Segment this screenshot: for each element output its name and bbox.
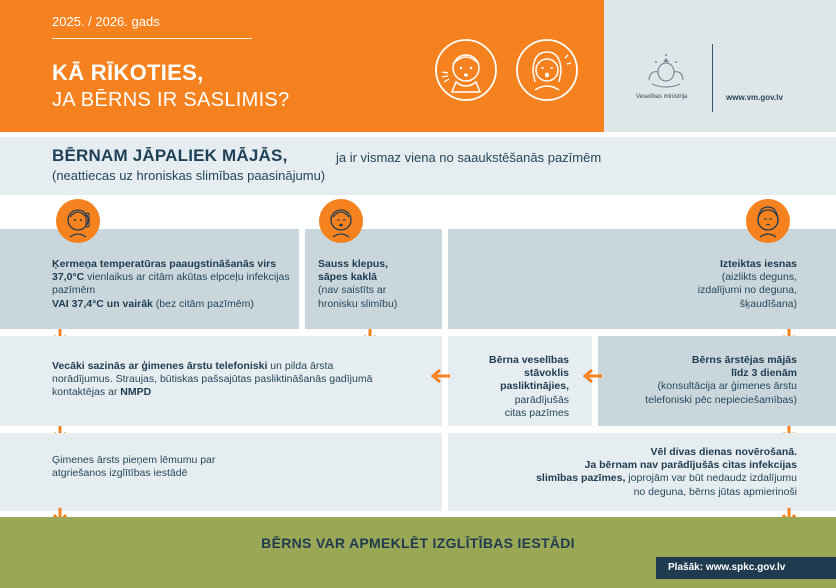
runny-nose-icon bbox=[746, 199, 790, 243]
more-info-link[interactable]: Plašāk: www.spkc.gov.lv bbox=[656, 557, 836, 579]
arrow-left-icon bbox=[430, 369, 450, 383]
gp-text: Ģimenes ārsts pieņem lēmumu par atgriešanos izglītības iestādē bbox=[52, 454, 216, 480]
worsened-text: Bērna veselības stāvoklis pasliktinājies, parādījušās citas pazīmes bbox=[489, 354, 569, 419]
divider bbox=[52, 38, 252, 39]
intro-heading: BĒRNAM JĀPALIEK MĀJĀS, bbox=[52, 146, 288, 165]
cough-text: Sauss klepus, sāpes kaklā (nav saistīts ar hronisku slimību) bbox=[318, 258, 398, 310]
home-text: Bērns ārstējas mājās līdz 3 dienām (konsultācija ar ģimenes ārstu telefoniski pēc nepieciešamības) bbox=[645, 354, 797, 406]
ministry-name: Veselības ministrija bbox=[636, 94, 688, 100]
fever-text: Ķermeņa temperatūras paaugstināšanās virs 37,0°C vienlaikus ar citām akūtas elpceļu infekcijas pazīmēm VAI 37,4°C un vairāk (bez citām pazīmēm) bbox=[52, 258, 290, 310]
ministry-panel bbox=[604, 0, 836, 132]
cold-text: Izteiktas iesnas (aizlikts deguns, izdalījumi no deguna, šķaudīšana) bbox=[697, 258, 797, 310]
page-subtitle: JA BĒRNS IR SASLIMIS? bbox=[52, 89, 290, 111]
cough-icon bbox=[319, 199, 363, 243]
parents-text: Vecāki sazinās ar ģimenes ārstu telefoniski un pilda ārsta norādījumus. Straujas, būtiskas pašsajūtas pasliktināšanās gadījumā kontaktējas ar NMPD bbox=[52, 360, 373, 399]
intro-text: ja ir vismaz viena no saaukstēšanās pazīmēm bbox=[336, 150, 602, 165]
page-title: KĀ RĪKOTIES, bbox=[52, 60, 204, 85]
sick-child-icon bbox=[515, 38, 579, 102]
divider bbox=[712, 44, 713, 112]
result-text: BĒRNS VAR APMEKLĒT IZGLĪTĪBAS IESTĀDI bbox=[261, 535, 575, 551]
intro-note: (neattiecas uz hroniskas slimības paasinājumu) bbox=[52, 168, 326, 183]
ministry-url: www.vm.gov.lv bbox=[726, 93, 783, 102]
coat-of-arms-logo bbox=[646, 52, 686, 90]
sneezing-child-icon bbox=[434, 38, 498, 102]
observation-text: Vēl divas dienas novērošanā. Ja bērnam nav parādījušās citas infekcijas slimības pazīmes, joprojām var būt nedaudz izdalījumu no deguna, bērns jūtas apmierinoši bbox=[536, 446, 797, 498]
school-year: 2025. / 2026. gads bbox=[52, 14, 160, 29]
arrow-left-icon bbox=[582, 369, 602, 383]
fever-icon bbox=[56, 199, 100, 243]
